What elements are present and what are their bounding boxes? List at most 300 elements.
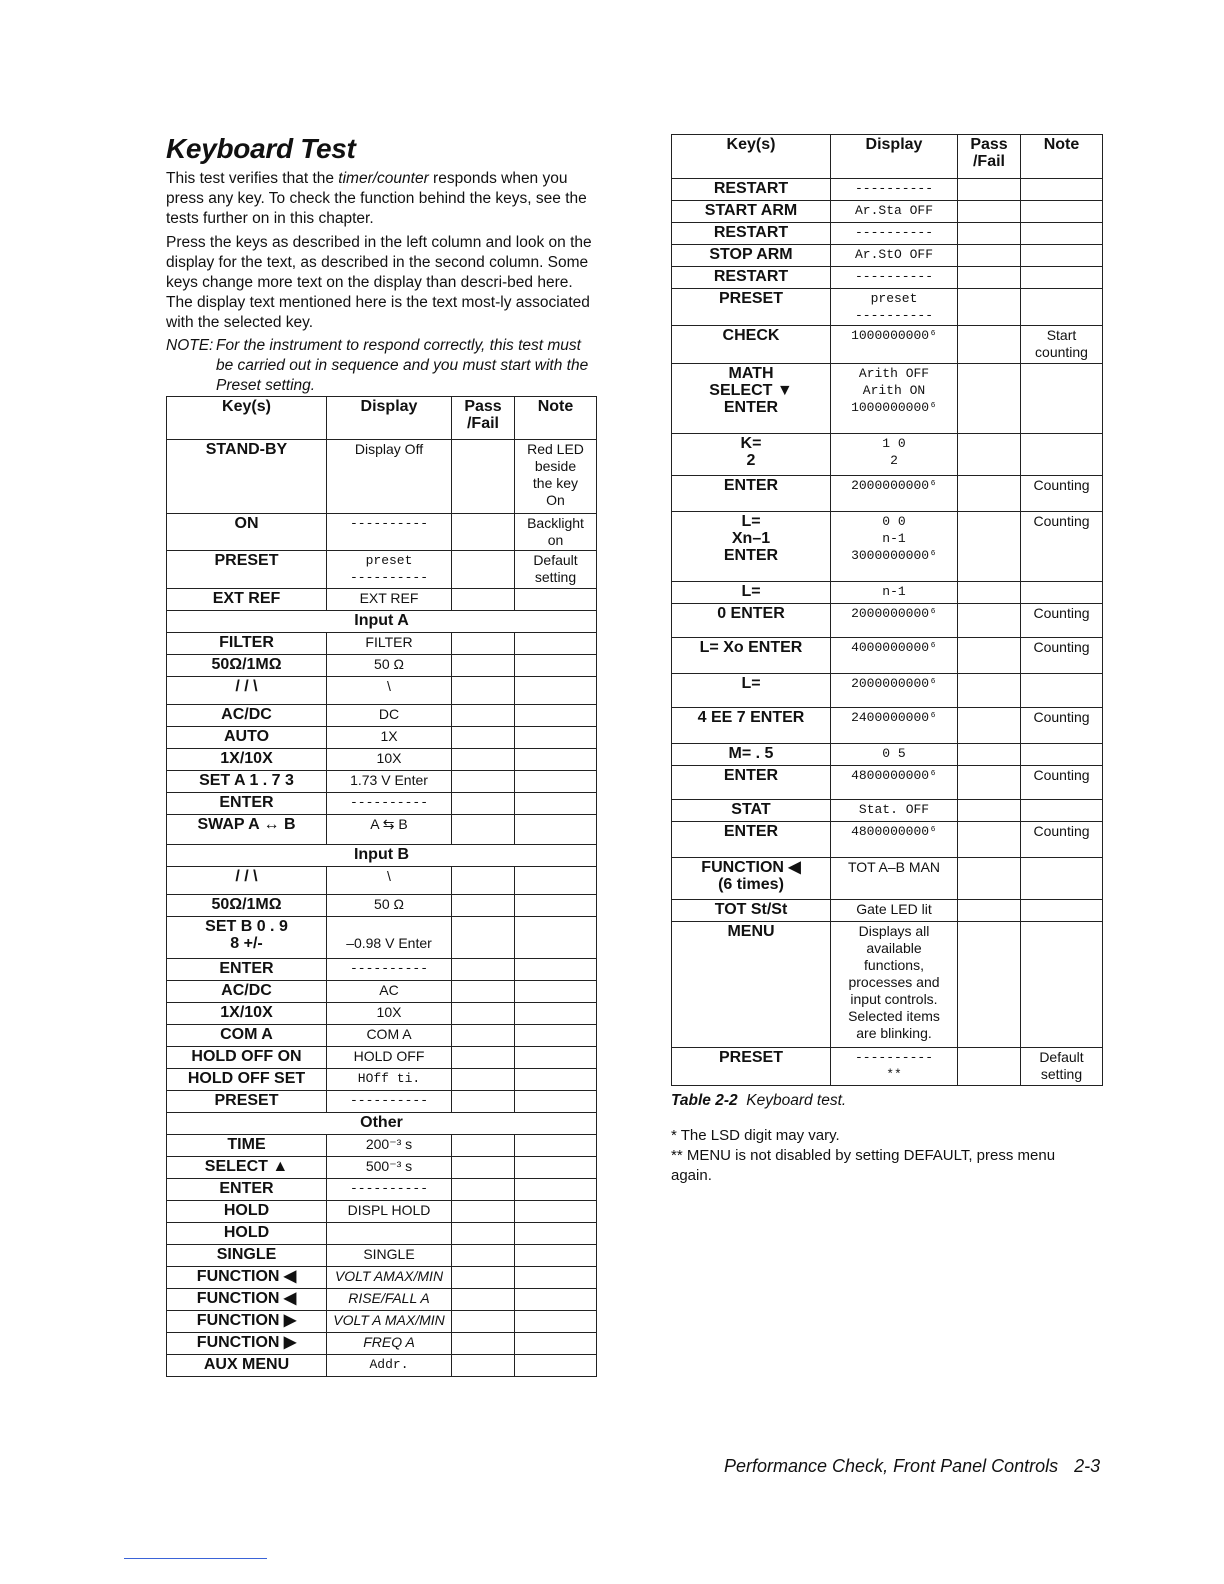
- note-cell: [515, 1047, 597, 1069]
- key-cell: ENTER: [672, 476, 831, 512]
- key-cell: FILTER: [167, 633, 327, 655]
- key-cell: COM A: [167, 1025, 327, 1047]
- pass-fail-cell: [958, 434, 1021, 476]
- pass-fail-cell: [452, 655, 515, 677]
- note-cell: [515, 771, 597, 793]
- display-cell: 4000000000⁶: [831, 638, 958, 674]
- pass-fail-cell: [452, 895, 515, 917]
- table-row: [672, 512, 1103, 582]
- section-row: [167, 611, 597, 633]
- table-row: [672, 289, 1103, 326]
- table-row: [672, 201, 1103, 223]
- intro-post: responds when you press any key. To check the function behind the keys, see the tests further on in this chapter.: [166, 170, 587, 227]
- display-cell: 4800000000⁶: [831, 822, 958, 858]
- note-cell: [515, 959, 597, 981]
- key-cell: STOP ARM: [672, 245, 831, 267]
- key-cell: ENTER: [672, 766, 831, 800]
- note-cell: Counting: [1021, 638, 1103, 674]
- display-cell: DISPL HOLD: [327, 1201, 452, 1223]
- note-cell: [515, 1179, 597, 1201]
- key-cell: SET A 1 . 7 3: [167, 771, 327, 793]
- display-cell: –0.98 V Enter: [327, 917, 452, 959]
- keyboard-test-table-right: [671, 134, 1103, 1086]
- key-cell: ENTER: [167, 793, 327, 815]
- note-cell: [515, 895, 597, 917]
- display-cell: 2000000000⁶: [831, 604, 958, 638]
- table-row: [167, 1311, 597, 1333]
- page-footer: [724, 1456, 1100, 1477]
- display-cell: EXT REF: [327, 589, 452, 611]
- note-cell: [515, 1333, 597, 1355]
- key-cell: SET B 0 . 9 8 +/-: [167, 917, 327, 959]
- pass-fail-cell: [452, 793, 515, 815]
- pass-fail-cell: [452, 917, 515, 959]
- table-row: [167, 1179, 597, 1201]
- pass-fail-cell: [958, 245, 1021, 267]
- note-cell: [515, 633, 597, 655]
- display-cell: FREQ A: [327, 1333, 452, 1355]
- note-cell: [515, 1355, 597, 1377]
- display-cell: [327, 1223, 452, 1245]
- note-cell: [515, 705, 597, 727]
- key-cell: L=: [672, 674, 831, 708]
- page-number: 2-3: [1074, 1456, 1101, 1476]
- pass-fail-cell: [452, 1135, 515, 1157]
- key-cell: 50Ω/1MΩ: [167, 655, 327, 677]
- key-cell: HOLD: [167, 1223, 327, 1245]
- key-cell: HOLD: [167, 1201, 327, 1223]
- table-row: [672, 326, 1103, 364]
- table-row: [167, 1157, 597, 1179]
- pass-fail-cell: [958, 708, 1021, 744]
- key-cell: PRESET: [672, 289, 831, 326]
- pass-fail-cell: [958, 744, 1021, 766]
- note-cell: [515, 1201, 597, 1223]
- key-cell: FUNCTION ◀ (6 times): [672, 858, 831, 900]
- pass-fail-cell: [958, 822, 1021, 858]
- table-row: [672, 364, 1103, 434]
- pass-fail-cell: [452, 705, 515, 727]
- header-note: Note: [515, 397, 597, 440]
- key-cell: RESTART: [672, 267, 831, 289]
- table-row: [672, 922, 1103, 1048]
- pass-fail-cell: [958, 900, 1021, 922]
- table-row: [167, 1267, 597, 1289]
- pass-fail-cell: [452, 727, 515, 749]
- key-cell: TOT St/St: [672, 900, 831, 922]
- key-cell: SWAP A ↔ B: [167, 815, 327, 845]
- display-cell: ----------: [831, 223, 958, 245]
- key-cell: ENTER: [167, 959, 327, 981]
- key-cell: RESTART: [672, 223, 831, 245]
- table-row: [672, 223, 1103, 245]
- note-text: For the instrument to respond correctly, this test must be carried out in sequence and you must start with the Preset setting.: [216, 337, 589, 394]
- note-cell: [515, 1223, 597, 1245]
- key-cell: AUX MENU: [167, 1355, 327, 1377]
- key-cell: TIME: [167, 1135, 327, 1157]
- display-cell: 2000000000⁶: [831, 674, 958, 708]
- footer-section: Performance Check, Front Panel Controls: [724, 1456, 1059, 1476]
- pass-fail-cell: [958, 326, 1021, 364]
- display-cell: COM A: [327, 1025, 452, 1047]
- key-cell: CHECK: [672, 326, 831, 364]
- display-cell: n-1: [831, 582, 958, 604]
- header-pass-fail: Pass /Fail: [452, 397, 515, 440]
- table-header-row: [167, 397, 597, 440]
- table-row: [167, 633, 597, 655]
- pass-fail-cell: [958, 858, 1021, 900]
- note-cell: [1021, 289, 1103, 326]
- pass-fail-cell: [452, 867, 515, 895]
- display-cell: 200⁻³ s: [327, 1135, 452, 1157]
- display-cell: Ar.Sta OFF: [831, 201, 958, 223]
- key-cell: PRESET: [672, 1048, 831, 1086]
- key-cell: FUNCTION ◀: [167, 1289, 327, 1311]
- display-cell: Addr.: [327, 1355, 452, 1377]
- key-cell: L= Xo ENTER: [672, 638, 831, 674]
- display-cell: ----------: [327, 514, 452, 551]
- pass-fail-cell: [452, 1091, 515, 1113]
- pass-fail-cell: [452, 815, 515, 845]
- note-cell: [1021, 800, 1103, 822]
- note-cell: [515, 655, 597, 677]
- caption-label: Table 2-2: [671, 1092, 738, 1109]
- table-row: [167, 793, 597, 815]
- display-cell: 50 Ω: [327, 895, 452, 917]
- table-row: [167, 981, 597, 1003]
- display-cell: 2000000000⁶: [831, 476, 958, 512]
- note-cell: Start counting: [1021, 326, 1103, 364]
- note-cell: Backlight on: [515, 514, 597, 551]
- display-cell: 10X: [327, 749, 452, 771]
- note-cell: [515, 1267, 597, 1289]
- note-cell: [1021, 434, 1103, 476]
- display-cell: Stat. OFF: [831, 800, 958, 822]
- display-cell: FILTER: [327, 633, 452, 655]
- key-cell: PRESET: [167, 1091, 327, 1113]
- key-cell: 0 ENTER: [672, 604, 831, 638]
- display-cell: Displays all available functions, processes and input controls. Selected items are blinking.: [831, 922, 958, 1048]
- key-cell: ENTER: [167, 1179, 327, 1201]
- table-row: [167, 1069, 597, 1091]
- note-block: [166, 336, 598, 396]
- table-row: [167, 1091, 597, 1113]
- note-cell: [515, 1311, 597, 1333]
- display-cell: ----------: [327, 793, 452, 815]
- pass-fail-cell: [958, 179, 1021, 201]
- table-row: [672, 900, 1103, 922]
- display-cell: Ar.StO OFF: [831, 245, 958, 267]
- note-cell: [515, 1157, 597, 1179]
- key-cell: AC/DC: [167, 981, 327, 1003]
- key-cell: START ARM: [672, 201, 831, 223]
- note-cell: [515, 1245, 597, 1267]
- display-cell: 1000000000⁶: [831, 326, 958, 364]
- note-cell: [1021, 179, 1103, 201]
- header-display: Display: [327, 397, 452, 440]
- pass-fail-cell: [958, 512, 1021, 582]
- note-cell: Counting: [1021, 822, 1103, 858]
- pass-fail-cell: [958, 766, 1021, 800]
- pass-fail-cell: [452, 633, 515, 655]
- display-cell: Display Off: [327, 440, 452, 514]
- table-row: [167, 551, 597, 589]
- key-cell: MENU: [672, 922, 831, 1048]
- note-cell: [515, 1069, 597, 1091]
- table-row: [167, 1289, 597, 1311]
- table-row: [672, 267, 1103, 289]
- table-row: [672, 476, 1103, 512]
- table-row: [672, 766, 1103, 800]
- note-cell: [1021, 922, 1103, 1048]
- key-cell: EXT REF: [167, 589, 327, 611]
- display-cell: 10X: [327, 1003, 452, 1025]
- pass-fail-cell: [452, 1311, 515, 1333]
- key-cell: 1X/10X: [167, 749, 327, 771]
- key-cell: 1X/10X: [167, 1003, 327, 1025]
- pass-fail-cell: [958, 604, 1021, 638]
- pass-fail-cell: [452, 551, 515, 589]
- note-cell: [515, 1135, 597, 1157]
- display-cell: AC: [327, 981, 452, 1003]
- note-cell: [515, 727, 597, 749]
- key-cell: ENTER: [672, 822, 831, 858]
- header-pass-fail: Pass /Fail: [958, 135, 1021, 179]
- table-row: [167, 1135, 597, 1157]
- note-cell: [515, 1025, 597, 1047]
- note-cell: [1021, 267, 1103, 289]
- key-cell: 4 EE 7 ENTER: [672, 708, 831, 744]
- display-cell: ----------: [327, 1091, 452, 1113]
- display-cell: VOLT AMAX/MIN: [327, 1267, 452, 1289]
- table-row: [167, 1047, 597, 1069]
- table-row: [167, 771, 597, 793]
- display-cell: 4800000000⁶: [831, 766, 958, 800]
- note-cell: [1021, 223, 1103, 245]
- table-row: [167, 1201, 597, 1223]
- display-cell: DC: [327, 705, 452, 727]
- edge-mark-line: [124, 1558, 267, 1559]
- display-cell: \: [327, 867, 452, 895]
- note-cell: [1021, 582, 1103, 604]
- note-cell: [515, 677, 597, 705]
- section-row: [167, 845, 597, 867]
- table-row: [167, 1025, 597, 1047]
- pass-fail-cell: [452, 749, 515, 771]
- note-cell: [515, 749, 597, 771]
- display-cell: \: [327, 677, 452, 705]
- header-keys: Key(s): [167, 397, 327, 440]
- table-row: [167, 705, 597, 727]
- pass-fail-cell: [452, 1047, 515, 1069]
- table-row: [167, 589, 597, 611]
- display-cell: TOT A–B MAN: [831, 858, 958, 900]
- key-cell: HOLD OFF SET: [167, 1069, 327, 1091]
- note-cell: [1021, 201, 1103, 223]
- key-cell: L= Xn–1 ENTER: [672, 512, 831, 582]
- section-heading: Input A: [167, 611, 597, 633]
- table-row: [167, 514, 597, 551]
- table-row: [167, 1245, 597, 1267]
- section-row: [167, 1113, 597, 1135]
- pass-fail-cell: [958, 800, 1021, 822]
- display-cell: HOLD OFF: [327, 1047, 452, 1069]
- note-cell: [515, 917, 597, 959]
- pass-fail-cell: [958, 922, 1021, 1048]
- table-row: [167, 1355, 597, 1377]
- display-cell: 50 Ω: [327, 655, 452, 677]
- table-row: [167, 1333, 597, 1355]
- display-cell: RISE/FALL A: [327, 1289, 452, 1311]
- table-caption: [671, 1092, 846, 1110]
- note-cell: Default setting: [1021, 1048, 1103, 1086]
- note-cell: Red LED beside the key On: [515, 440, 597, 514]
- table-row: [672, 179, 1103, 201]
- note-cell: Counting: [1021, 512, 1103, 582]
- pass-fail-cell: [452, 959, 515, 981]
- table-row: [672, 582, 1103, 604]
- pass-fail-cell: [452, 981, 515, 1003]
- table-row: [167, 1003, 597, 1025]
- table-row: [672, 822, 1103, 858]
- table-row: [672, 800, 1103, 822]
- pass-fail-cell: [958, 364, 1021, 434]
- key-cell: / / \: [167, 677, 327, 705]
- display-cell: Gate LED lit: [831, 900, 958, 922]
- note-cell: Counting: [1021, 476, 1103, 512]
- instructions-paragraph: Press the keys as described in the left column and look on the display for the text, as described in the second column. Some keys change more text on the display than descri-bed here. The display text mentioned here is the text most-ly associated with the selected key.: [166, 234, 592, 331]
- pass-fail-cell: [452, 677, 515, 705]
- header-note: Note: [1021, 135, 1103, 179]
- note-cell: Counting: [1021, 766, 1103, 800]
- pass-fail-cell: [452, 1003, 515, 1025]
- pass-fail-cell: [958, 267, 1021, 289]
- display-cell: ----------: [831, 179, 958, 201]
- display-cell: 1X: [327, 727, 452, 749]
- table-row: [672, 744, 1103, 766]
- table-row: [672, 638, 1103, 674]
- note-cell: [515, 1003, 597, 1025]
- table-row: [672, 1048, 1103, 1086]
- pass-fail-cell: [452, 1025, 515, 1047]
- display-cell: VOLT A MAX/MIN: [327, 1311, 452, 1333]
- note-cell: Counting: [1021, 604, 1103, 638]
- pass-fail-cell: [452, 589, 515, 611]
- pass-fail-cell: [958, 1048, 1021, 1086]
- caption-text: Keyboard test.: [746, 1092, 847, 1109]
- intro-em: timer/counter: [338, 170, 429, 187]
- key-cell: FUNCTION ▶: [167, 1311, 327, 1333]
- table-row: [167, 1223, 597, 1245]
- table-header-row: [672, 135, 1103, 179]
- key-cell: RESTART: [672, 179, 831, 201]
- display-cell: Arith OFF Arith ON 1000000000⁶: [831, 364, 958, 434]
- key-cell: AC/DC: [167, 705, 327, 727]
- footnote-menu: ** MENU is not disabled by setting DEFAULT, press menu again.: [671, 1147, 1056, 1184]
- display-cell: 0 0 n-1 3000000000⁶: [831, 512, 958, 582]
- table-row: [167, 440, 597, 514]
- section-heading: Other: [167, 1113, 597, 1135]
- note-cell: [1021, 858, 1103, 900]
- pass-fail-cell: [452, 1333, 515, 1355]
- display-cell: ---------- **: [831, 1048, 958, 1086]
- key-cell: STAT: [672, 800, 831, 822]
- table-row: [167, 917, 597, 959]
- display-cell: ----------: [831, 267, 958, 289]
- note-cell: [515, 1289, 597, 1311]
- table-row: [167, 867, 597, 895]
- display-cell: 2400000000⁶: [831, 708, 958, 744]
- note-cell: [515, 589, 597, 611]
- key-cell: K= 2: [672, 434, 831, 476]
- note-cell: Default setting: [515, 551, 597, 589]
- display-cell: SINGLE: [327, 1245, 452, 1267]
- note-cell: [515, 867, 597, 895]
- table-row: [672, 434, 1103, 476]
- key-cell: HOLD OFF ON: [167, 1047, 327, 1069]
- note-cell: [515, 793, 597, 815]
- page-title: Keyboard Test: [166, 133, 356, 164]
- table-row: [167, 959, 597, 981]
- display-cell: preset ----------: [831, 289, 958, 326]
- note-cell: [1021, 245, 1103, 267]
- key-cell: AUTO: [167, 727, 327, 749]
- note-cell: [1021, 900, 1103, 922]
- pass-fail-cell: [452, 514, 515, 551]
- note-cell: [515, 981, 597, 1003]
- display-cell: 0 5: [831, 744, 958, 766]
- key-cell: FUNCTION ◀: [167, 1267, 327, 1289]
- pass-fail-cell: [452, 1355, 515, 1377]
- table-row: [167, 815, 597, 845]
- key-cell: STAND-BY: [167, 440, 327, 514]
- header-keys: Key(s): [672, 135, 831, 179]
- table-row: [167, 677, 597, 705]
- pass-fail-cell: [452, 1069, 515, 1091]
- note-cell: [515, 815, 597, 845]
- pass-fail-cell: [452, 1223, 515, 1245]
- table-row: [167, 749, 597, 771]
- note-cell: [515, 1091, 597, 1113]
- pass-fail-cell: [958, 289, 1021, 326]
- table-row: [167, 655, 597, 677]
- key-cell: PRESET: [167, 551, 327, 589]
- table-row: [167, 895, 597, 917]
- pass-fail-cell: [452, 1157, 515, 1179]
- display-cell: ----------: [327, 959, 452, 981]
- table-row: [672, 858, 1103, 900]
- footnote-lsd: * The LSD digit may vary.: [671, 1127, 840, 1144]
- display-cell: 500⁻³ s: [327, 1157, 452, 1179]
- display-cell: A ⇆ B: [327, 815, 452, 845]
- note-cell: [1021, 364, 1103, 434]
- keyboard-test-table-left: [166, 396, 597, 1377]
- pass-fail-cell: [958, 638, 1021, 674]
- pass-fail-cell: [452, 1179, 515, 1201]
- key-cell: ON: [167, 514, 327, 551]
- key-cell: SELECT ▲: [167, 1157, 327, 1179]
- pass-fail-cell: [452, 771, 515, 793]
- intro-paragraph: [166, 169, 598, 229]
- pass-fail-cell: [452, 1289, 515, 1311]
- table-row: [672, 674, 1103, 708]
- note-cell: [1021, 674, 1103, 708]
- section-heading: Input B: [167, 845, 597, 867]
- note-cell: [1021, 744, 1103, 766]
- table-row: [672, 604, 1103, 638]
- display-cell: 1.73 V Enter: [327, 771, 452, 793]
- key-cell: / / \: [167, 867, 327, 895]
